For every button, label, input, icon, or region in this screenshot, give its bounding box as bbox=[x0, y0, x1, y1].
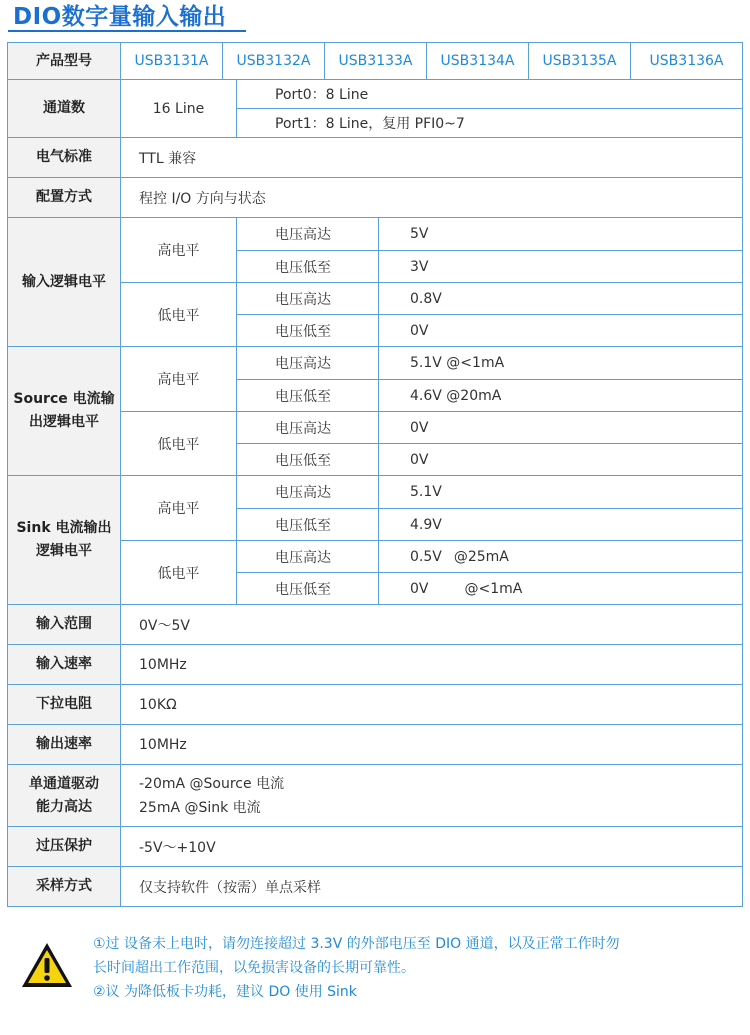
config-row bbox=[8, 178, 743, 218]
model-usb3136a: USB3136A bbox=[631, 43, 743, 80]
output-rate-row bbox=[8, 725, 743, 765]
config-label: 配置方式 bbox=[8, 178, 121, 218]
source-high-down-cond: 电压低至 bbox=[237, 380, 379, 412]
input-rate-row bbox=[8, 645, 743, 685]
pulldown-value: 10KΩ bbox=[121, 685, 743, 725]
source-logic-label-line2: 出逻辑电平 bbox=[29, 414, 99, 430]
note-line-2: 长时间超出工作范围，以免损害设备的长期可靠性。 bbox=[93, 960, 415, 976]
drive-label-line1: 单通道驱动 bbox=[29, 775, 99, 792]
source-high-up-cond: 电压高达 bbox=[237, 347, 379, 380]
model-usb3131a: USB3131A bbox=[121, 43, 223, 80]
input-low-label: 低电平 bbox=[121, 283, 237, 347]
input-low-down-value: 0V bbox=[379, 315, 743, 347]
input-range-row bbox=[8, 605, 743, 645]
model-usb3135a: USB3135A bbox=[529, 43, 631, 80]
source-high-down-value: 4.6V @20mA bbox=[379, 380, 743, 412]
input-high-label: 高电平 bbox=[121, 218, 237, 283]
drive-value bbox=[121, 765, 743, 827]
note-line-3: ②议 为降低板卡功耗，建议 DO 使用 Sink bbox=[93, 984, 357, 1000]
sampling-value: 仅支持软件（按需）单点采样 bbox=[121, 867, 743, 907]
sink-low-down-condition: @<1mA bbox=[464, 580, 523, 597]
sink-logic-row bbox=[8, 476, 743, 509]
models-label: 产品型号 bbox=[8, 43, 121, 80]
sink-low-up-cond: 电压高达 bbox=[237, 541, 379, 573]
models-row bbox=[8, 43, 743, 80]
sampling-row bbox=[8, 867, 743, 907]
sink-low-down-value bbox=[379, 573, 743, 605]
input-range-value: 0V～5V bbox=[121, 605, 743, 645]
input-high-up-value: 5V bbox=[379, 218, 743, 251]
title-underline bbox=[8, 30, 246, 32]
overvoltage-row bbox=[8, 827, 743, 867]
output-rate-label: 输出速率 bbox=[8, 725, 121, 765]
overvoltage-label: 过压保护 bbox=[8, 827, 121, 867]
source-logic-label bbox=[8, 347, 121, 476]
output-rate-value: 10MHz bbox=[121, 725, 743, 765]
drive-row bbox=[8, 765, 743, 827]
spec-table bbox=[7, 42, 743, 907]
model-usb3132a: USB3132A bbox=[223, 43, 325, 80]
sink-high-label: 高电平 bbox=[121, 476, 237, 541]
source-logic-label-line1: Source 电流输 bbox=[13, 391, 115, 407]
input-range-label: 输入范围 bbox=[8, 605, 121, 645]
page-title: DIO数字量输入输出 bbox=[13, 4, 227, 30]
drive-value-line1: -20mA @Source 电流 bbox=[139, 775, 285, 792]
sink-low-down-number: 0V bbox=[410, 580, 429, 597]
sink-low-down-cond: 电压低至 bbox=[237, 573, 379, 605]
channels-label: 通道数 bbox=[8, 80, 121, 138]
drive-label bbox=[8, 765, 121, 827]
config-value: 程控 I/O 方向与状态 bbox=[121, 178, 743, 218]
drive-label-line2: 能力高达 bbox=[36, 798, 92, 815]
sink-high-down-cond: 电压低至 bbox=[237, 509, 379, 541]
sink-high-up-cond: 电压高达 bbox=[237, 476, 379, 509]
input-high-up-cond: 电压高达 bbox=[237, 218, 379, 251]
source-low-label: 低电平 bbox=[121, 412, 237, 476]
source-low-down-cond: 电压低至 bbox=[237, 444, 379, 476]
input-low-up-cond: 电压高达 bbox=[237, 283, 379, 315]
sink-low-up-number: 0.5V bbox=[410, 548, 442, 565]
sink-low-label: 低电平 bbox=[121, 541, 237, 605]
input-high-down-cond: 电压低至 bbox=[237, 251, 379, 283]
sink-logic-label-line1: Sink 电流输出 bbox=[16, 520, 112, 536]
source-low-down-value: 0V bbox=[379, 444, 743, 476]
input-logic-label: 输入逻辑电平 bbox=[8, 218, 121, 347]
sampling-label: 采样方式 bbox=[8, 867, 121, 907]
electrical-label: 电气标准 bbox=[8, 138, 121, 178]
pulldown-row bbox=[8, 685, 743, 725]
sink-high-up-value: 5.1V bbox=[379, 476, 743, 509]
input-low-down-cond: 电压低至 bbox=[237, 315, 379, 347]
overvoltage-value: -5V～+10V bbox=[121, 827, 743, 867]
note-line-1: ①过 设备未上电时，请勿连接超过 3.3V 的外部电压至 DIO 通道，以及正常工作时勿 bbox=[93, 936, 620, 952]
input-high-down-value: 3V bbox=[379, 251, 743, 283]
pulldown-label: 下拉电阻 bbox=[8, 685, 121, 725]
sink-logic-label bbox=[8, 476, 121, 605]
input-logic-row bbox=[8, 218, 743, 251]
input-low-up-value: 0.8V bbox=[379, 283, 743, 315]
sink-high-down-value: 4.9V bbox=[379, 509, 743, 541]
source-logic-row bbox=[8, 347, 743, 380]
electrical-row bbox=[8, 138, 743, 178]
input-rate-value: 10MHz bbox=[121, 645, 743, 685]
notes bbox=[93, 932, 743, 1004]
input-rate-label: 输入速率 bbox=[8, 645, 121, 685]
port1-value: Port1：8 Line，复用 PFI0~7 bbox=[237, 109, 743, 138]
sink-low-up-value bbox=[379, 541, 743, 573]
channels-row bbox=[8, 80, 743, 109]
model-usb3133a: USB3133A bbox=[325, 43, 427, 80]
sink-logic-label-line2: 逻辑电平 bbox=[36, 543, 92, 559]
source-high-label: 高电平 bbox=[121, 347, 237, 412]
channels-value: 16 Line bbox=[121, 80, 237, 138]
source-high-up-value: 5.1V @<1mA bbox=[379, 347, 743, 380]
warning-triangle-icon bbox=[20, 940, 74, 990]
sink-low-up-condition: @25mA bbox=[453, 548, 509, 565]
source-low-up-value: 0V bbox=[379, 412, 743, 444]
electrical-value: TTL 兼容 bbox=[121, 138, 743, 178]
port0-value: Port0：8 Line bbox=[237, 80, 743, 109]
source-low-up-cond: 电压高达 bbox=[237, 412, 379, 444]
model-usb3134a: USB3134A bbox=[427, 43, 529, 80]
drive-value-line2: 25mA @Sink 电流 bbox=[139, 799, 261, 816]
